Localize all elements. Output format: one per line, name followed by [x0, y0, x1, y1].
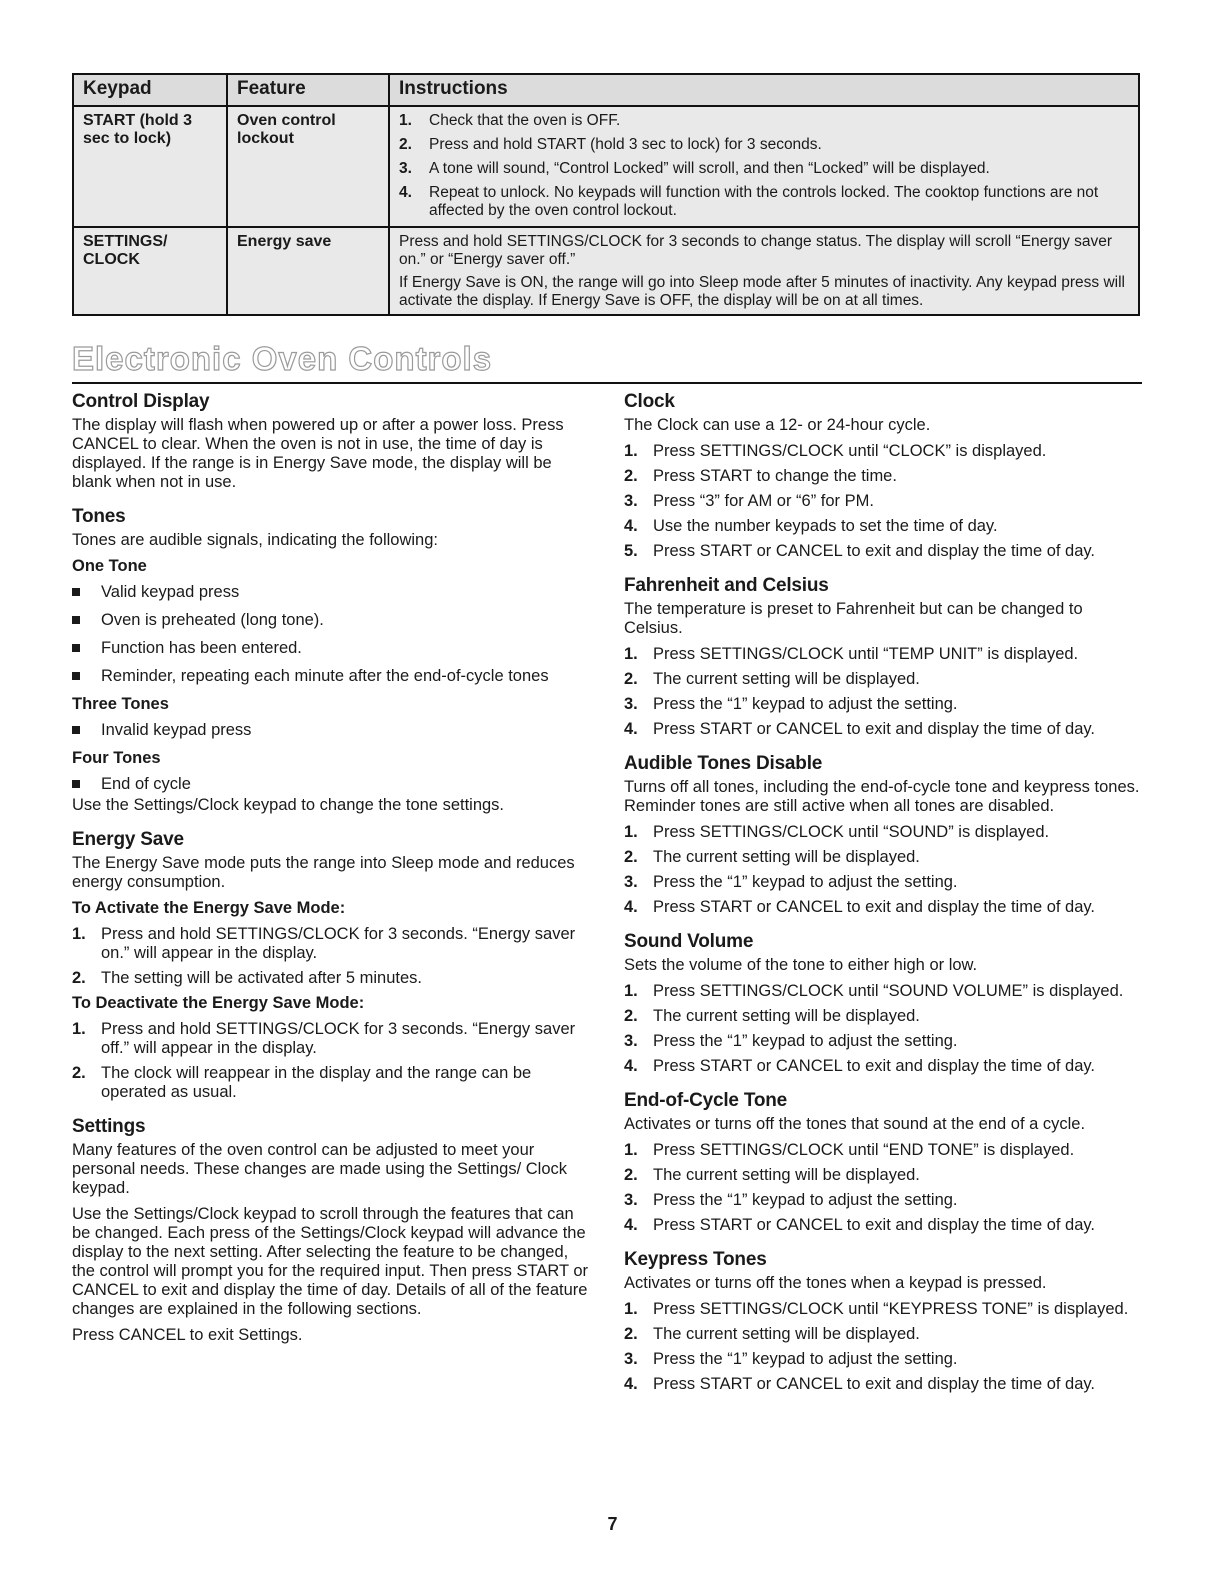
list-item — [624, 695, 1144, 714]
step-number: 2. — [624, 670, 638, 688]
step-text: Press “3” for AM or “6” for PM. — [653, 492, 874, 510]
instruction-paragraph: Press and hold SETTINGS/CLOCK for 3 seconds to change status. The display will scroll “Energy saver on.” or “Energy saver off.” — [399, 233, 1113, 268]
step-text: Press START or CANCEL to exit and display the time of day. — [653, 1375, 1096, 1393]
step-number: 4. — [399, 184, 412, 201]
step-number: 2. — [72, 1064, 86, 1082]
step-number: 4. — [624, 898, 638, 916]
section-heading: Clock — [624, 391, 675, 412]
section-divider — [72, 382, 1142, 384]
list-item — [624, 517, 1144, 536]
list-item — [624, 898, 1144, 917]
table-row — [73, 227, 1139, 315]
audible-tones-section — [624, 754, 1144, 917]
bullet-list — [72, 583, 590, 686]
step-text: A tone will sound, “Control Locked” will scroll, and then “Locked” will be displayed. — [429, 160, 990, 177]
list-item — [624, 1057, 1144, 1076]
step-text: Press START or CANCEL to exit and display the time of day. — [653, 542, 1096, 560]
section-heading: Fahrenheit and Celsius — [624, 575, 829, 596]
list-item — [72, 969, 590, 988]
step-text: Press the “1” keypad to adjust the setting. — [653, 695, 958, 713]
activate-steps — [72, 925, 590, 988]
step-number: 1. — [624, 645, 638, 663]
instructions-cell — [389, 227, 1139, 315]
paragraph: Press CANCEL to exit Settings. — [72, 1326, 303, 1344]
paragraph: The display will flash when powered up or after a power loss. Press CANCEL to clear. When the oven is not in use, the time of day is displayed. If the range is in Energy Save mode, the display will be blank when not in use. — [72, 416, 564, 491]
step-text: Press the “1” keypad to adjust the setting. — [653, 1032, 958, 1050]
step-text: Press the “1” keypad to adjust the setting. — [653, 1350, 958, 1368]
right-column — [624, 392, 1144, 1409]
list-item — [624, 1300, 1144, 1319]
keypad-table — [72, 73, 1140, 316]
clock-section — [624, 392, 1144, 561]
step-text: Press START or CANCEL to exit and display the time of day. — [653, 1216, 1096, 1234]
list-item — [624, 1007, 1144, 1026]
step-text: Press SETTINGS/CLOCK until “KEYPRESS TONE” is displayed. — [653, 1300, 1129, 1318]
list-item — [72, 1064, 590, 1102]
list-item — [72, 925, 590, 963]
list-item: Reminder, repeating each minute after the end-of-cycle tones — [72, 667, 590, 686]
list-item — [624, 873, 1144, 892]
list-item — [624, 467, 1144, 486]
step-text: Press START or CANCEL to exit and display the time of day. — [653, 720, 1096, 738]
list-item — [624, 1032, 1144, 1051]
step-text: Press SETTINGS/CLOCK until “CLOCK” is displayed. — [653, 442, 1047, 460]
step-number: 1. — [624, 1300, 638, 1318]
audible-steps — [624, 823, 1144, 917]
keypress-steps — [624, 1300, 1144, 1394]
step-text: Press and hold SETTINGS/CLOCK for 3 seconds. “Energy saver on.” will appear in the display. — [101, 925, 576, 962]
step-number: 5. — [624, 542, 638, 560]
feature-cell: Oven control lockout — [227, 106, 389, 227]
section-heading: Settings — [72, 1116, 146, 1137]
paragraph: The temperature is preset to Fahrenheit but can be changed to Celsius. — [624, 600, 1083, 637]
list-item — [624, 848, 1144, 867]
paragraph: Activates or turns off the tones when a keypad is pressed. — [624, 1274, 1047, 1292]
list-item — [72, 1020, 590, 1058]
instruction-paragraph: If Energy Save is ON, the range will go into Sleep mode after 5 minutes of inactivity. Any keypad press will activate the display. If Energy Save is OFF, the display will be on at all times. — [399, 274, 1125, 309]
section-heading: Sound Volume — [624, 931, 754, 952]
list-item — [624, 492, 1144, 511]
step-number: 1. — [399, 112, 412, 129]
list-item — [624, 542, 1144, 561]
section-heading: Keypress Tones — [624, 1249, 767, 1270]
section-heading: Control Display — [72, 391, 210, 412]
step-number: 1. — [624, 823, 638, 841]
paragraph: Activates or turns off the tones that sound at the end of a cycle. — [624, 1115, 1086, 1133]
page-number: 7 — [607, 1514, 618, 1534]
paragraph: Many features of the oven control can be adjusted to meet your personal needs. These changes are made using the Settings/ Clock keypad. — [72, 1141, 567, 1197]
step-text: The current setting will be displayed. — [653, 1325, 920, 1343]
step-number: 4. — [624, 720, 638, 738]
fahrenheit-celsius-section — [624, 576, 1144, 739]
clock-steps — [624, 442, 1144, 561]
step-text: Press SETTINGS/CLOCK until “TEMP UNIT” is displayed. — [653, 645, 1079, 663]
table-row — [73, 106, 1139, 227]
step-number: 4. — [624, 517, 638, 535]
header-keypad: Keypad — [73, 74, 227, 106]
list-item — [624, 982, 1144, 1001]
paragraph: Sets the volume of the tone to either high or low. — [624, 956, 978, 974]
step-number: 1. — [72, 1020, 86, 1038]
step-text: The setting will be activated after 5 minutes. — [101, 969, 422, 987]
step-number: 2. — [399, 136, 412, 153]
step-text: Press and hold START (hold 3 sec to lock) for 3 seconds. — [429, 136, 822, 153]
list-item: Function has been entered. — [72, 639, 590, 658]
subheading: Four Tones — [72, 749, 161, 767]
list-item — [399, 160, 1129, 178]
list-item — [624, 720, 1144, 739]
step-text: The current setting will be displayed. — [653, 848, 920, 866]
step-text: The current setting will be displayed. — [653, 1166, 920, 1184]
subheading: To Activate the Energy Save Mode: — [72, 899, 346, 917]
step-text: Press START or CANCEL to exit and display the time of day. — [653, 898, 1096, 916]
step-number: 3. — [399, 160, 412, 177]
step-number: 4. — [624, 1216, 638, 1234]
list-item — [624, 670, 1144, 689]
step-text: Press SETTINGS/CLOCK until “END TONE” is displayed. — [653, 1141, 1075, 1159]
step-number: 4. — [624, 1375, 638, 1393]
step-text: Press the “1” keypad to adjust the setting. — [653, 873, 958, 891]
control-display-section — [72, 392, 590, 492]
step-number: 2. — [624, 848, 638, 866]
list-item: Invalid keypad press — [72, 721, 590, 740]
list-item: Valid keypad press — [72, 583, 590, 602]
section-heading: End-of-Cycle Tone — [624, 1090, 788, 1111]
step-number: 1. — [72, 925, 86, 943]
step-number: 4. — [624, 1057, 638, 1075]
step-number: 2. — [624, 1166, 638, 1184]
subheading: To Deactivate the Energy Save Mode: — [72, 994, 365, 1012]
list-item — [399, 112, 1129, 130]
header-feature: Feature — [227, 74, 389, 106]
section-title: Electronic Oven Controls — [72, 340, 493, 377]
step-number: 2. — [624, 1325, 638, 1343]
step-text: The clock will reappear in the display and the range can be operated as usual. — [101, 1064, 532, 1101]
step-number: 3. — [624, 492, 638, 510]
list-item: Oven is preheated (long tone). — [72, 611, 590, 630]
list-item — [624, 645, 1144, 664]
sound-volume-section — [624, 932, 1144, 1076]
step-number: 3. — [624, 1032, 638, 1050]
feature-cell: Energy save — [227, 227, 389, 315]
list-item — [624, 1325, 1144, 1344]
header-instructions: Instructions — [389, 74, 1139, 106]
step-text: Press START or CANCEL to exit and display the time of day. — [653, 1057, 1096, 1075]
step-text: Press START to change the time. — [653, 467, 897, 485]
step-text: Press the “1” keypad to adjust the setting. — [653, 1191, 958, 1209]
section-heading: Audible Tones Disable — [624, 753, 823, 774]
section-heading: Tones — [72, 506, 126, 527]
step-text: Press SETTINGS/CLOCK until “SOUND” is displayed. — [653, 823, 1050, 841]
list-item — [624, 823, 1144, 842]
paragraph: The Energy Save mode puts the range into Sleep mode and reduces energy consumption. — [72, 854, 575, 891]
tones-section — [72, 507, 590, 815]
step-text: The current setting will be displayed. — [653, 670, 920, 688]
list-item — [624, 442, 1144, 461]
list-item — [624, 1375, 1144, 1394]
list-item — [399, 184, 1129, 220]
step-text: The current setting will be displayed. — [653, 1007, 920, 1025]
paragraph: Tones are audible signals, indicating the following: — [72, 531, 438, 549]
table-header-row — [73, 74, 1139, 106]
fahrenheit-steps — [624, 645, 1144, 739]
keypad-cell: START (hold 3 sec to lock) — [73, 106, 227, 227]
instructions-cell — [389, 106, 1139, 227]
step-number: 1. — [624, 1141, 638, 1159]
subheading: One Tone — [72, 557, 147, 575]
settings-section — [72, 1117, 590, 1345]
step-number: 2. — [624, 467, 638, 485]
step-number: 1. — [624, 442, 638, 460]
step-number: 2. — [624, 1007, 638, 1025]
step-number: 1. — [624, 982, 638, 1000]
step-number: 3. — [624, 873, 638, 891]
paragraph: The Clock can use a 12- or 24-hour cycle. — [624, 416, 931, 434]
list-item — [624, 1350, 1144, 1369]
step-number: 3. — [624, 695, 638, 713]
list-item — [624, 1191, 1144, 1210]
step-text: Use the number keypads to set the time of day. — [653, 517, 998, 535]
list-item — [624, 1216, 1144, 1235]
keypad-cell: SETTINGS/ CLOCK — [73, 227, 227, 315]
list-item — [399, 136, 1129, 154]
paragraph: Use the Settings/Clock keypad to change the tone settings. — [72, 796, 505, 814]
step-number: 3. — [624, 1191, 638, 1209]
paragraph: Use the Settings/Clock keypad to scroll through the features that can be changed. Each press of the Settings/Clock keypad will advance the display to the next setting. After selecting the feature to be changed, the control will prompt you for the required input. Then press START or CANCEL to exit and display the time of day. Details of all of the feature changes are explained in the following sections. — [72, 1205, 589, 1318]
step-text: Press SETTINGS/CLOCK until “SOUND VOLUME” is displayed. — [653, 982, 1124, 1000]
bullet-list — [72, 775, 590, 794]
energy-save-section — [72, 830, 590, 1102]
list-item: End of cycle — [72, 775, 590, 794]
bullet-list — [72, 721, 590, 740]
end-cycle-steps — [624, 1141, 1144, 1235]
paragraph: Turns off all tones, including the end-of-cycle tone and keypress tones. Reminder tones are still active when all tones are disabled. — [624, 778, 1140, 815]
end-of-cycle-section — [624, 1091, 1144, 1235]
list-item — [624, 1166, 1144, 1185]
keypress-tones-section — [624, 1250, 1144, 1394]
deactivate-steps — [72, 1020, 590, 1102]
list-item — [624, 1141, 1144, 1160]
volume-steps — [624, 982, 1144, 1076]
left-column — [72, 392, 590, 1360]
step-text: Repeat to unlock. No keypads will function with the controls locked. The cooktop functions are not affected by the oven control lockout. — [429, 184, 1099, 219]
step-number: 2. — [72, 969, 86, 987]
section-heading: Energy Save — [72, 829, 184, 850]
subheading: Three Tones — [72, 695, 169, 713]
step-text: Check that the oven is OFF. — [429, 112, 621, 129]
step-number: 3. — [624, 1350, 638, 1368]
step-text: Press and hold SETTINGS/CLOCK for 3 seconds. “Energy saver off.” will appear in the display. — [101, 1020, 576, 1057]
lockout-steps — [399, 112, 1129, 220]
